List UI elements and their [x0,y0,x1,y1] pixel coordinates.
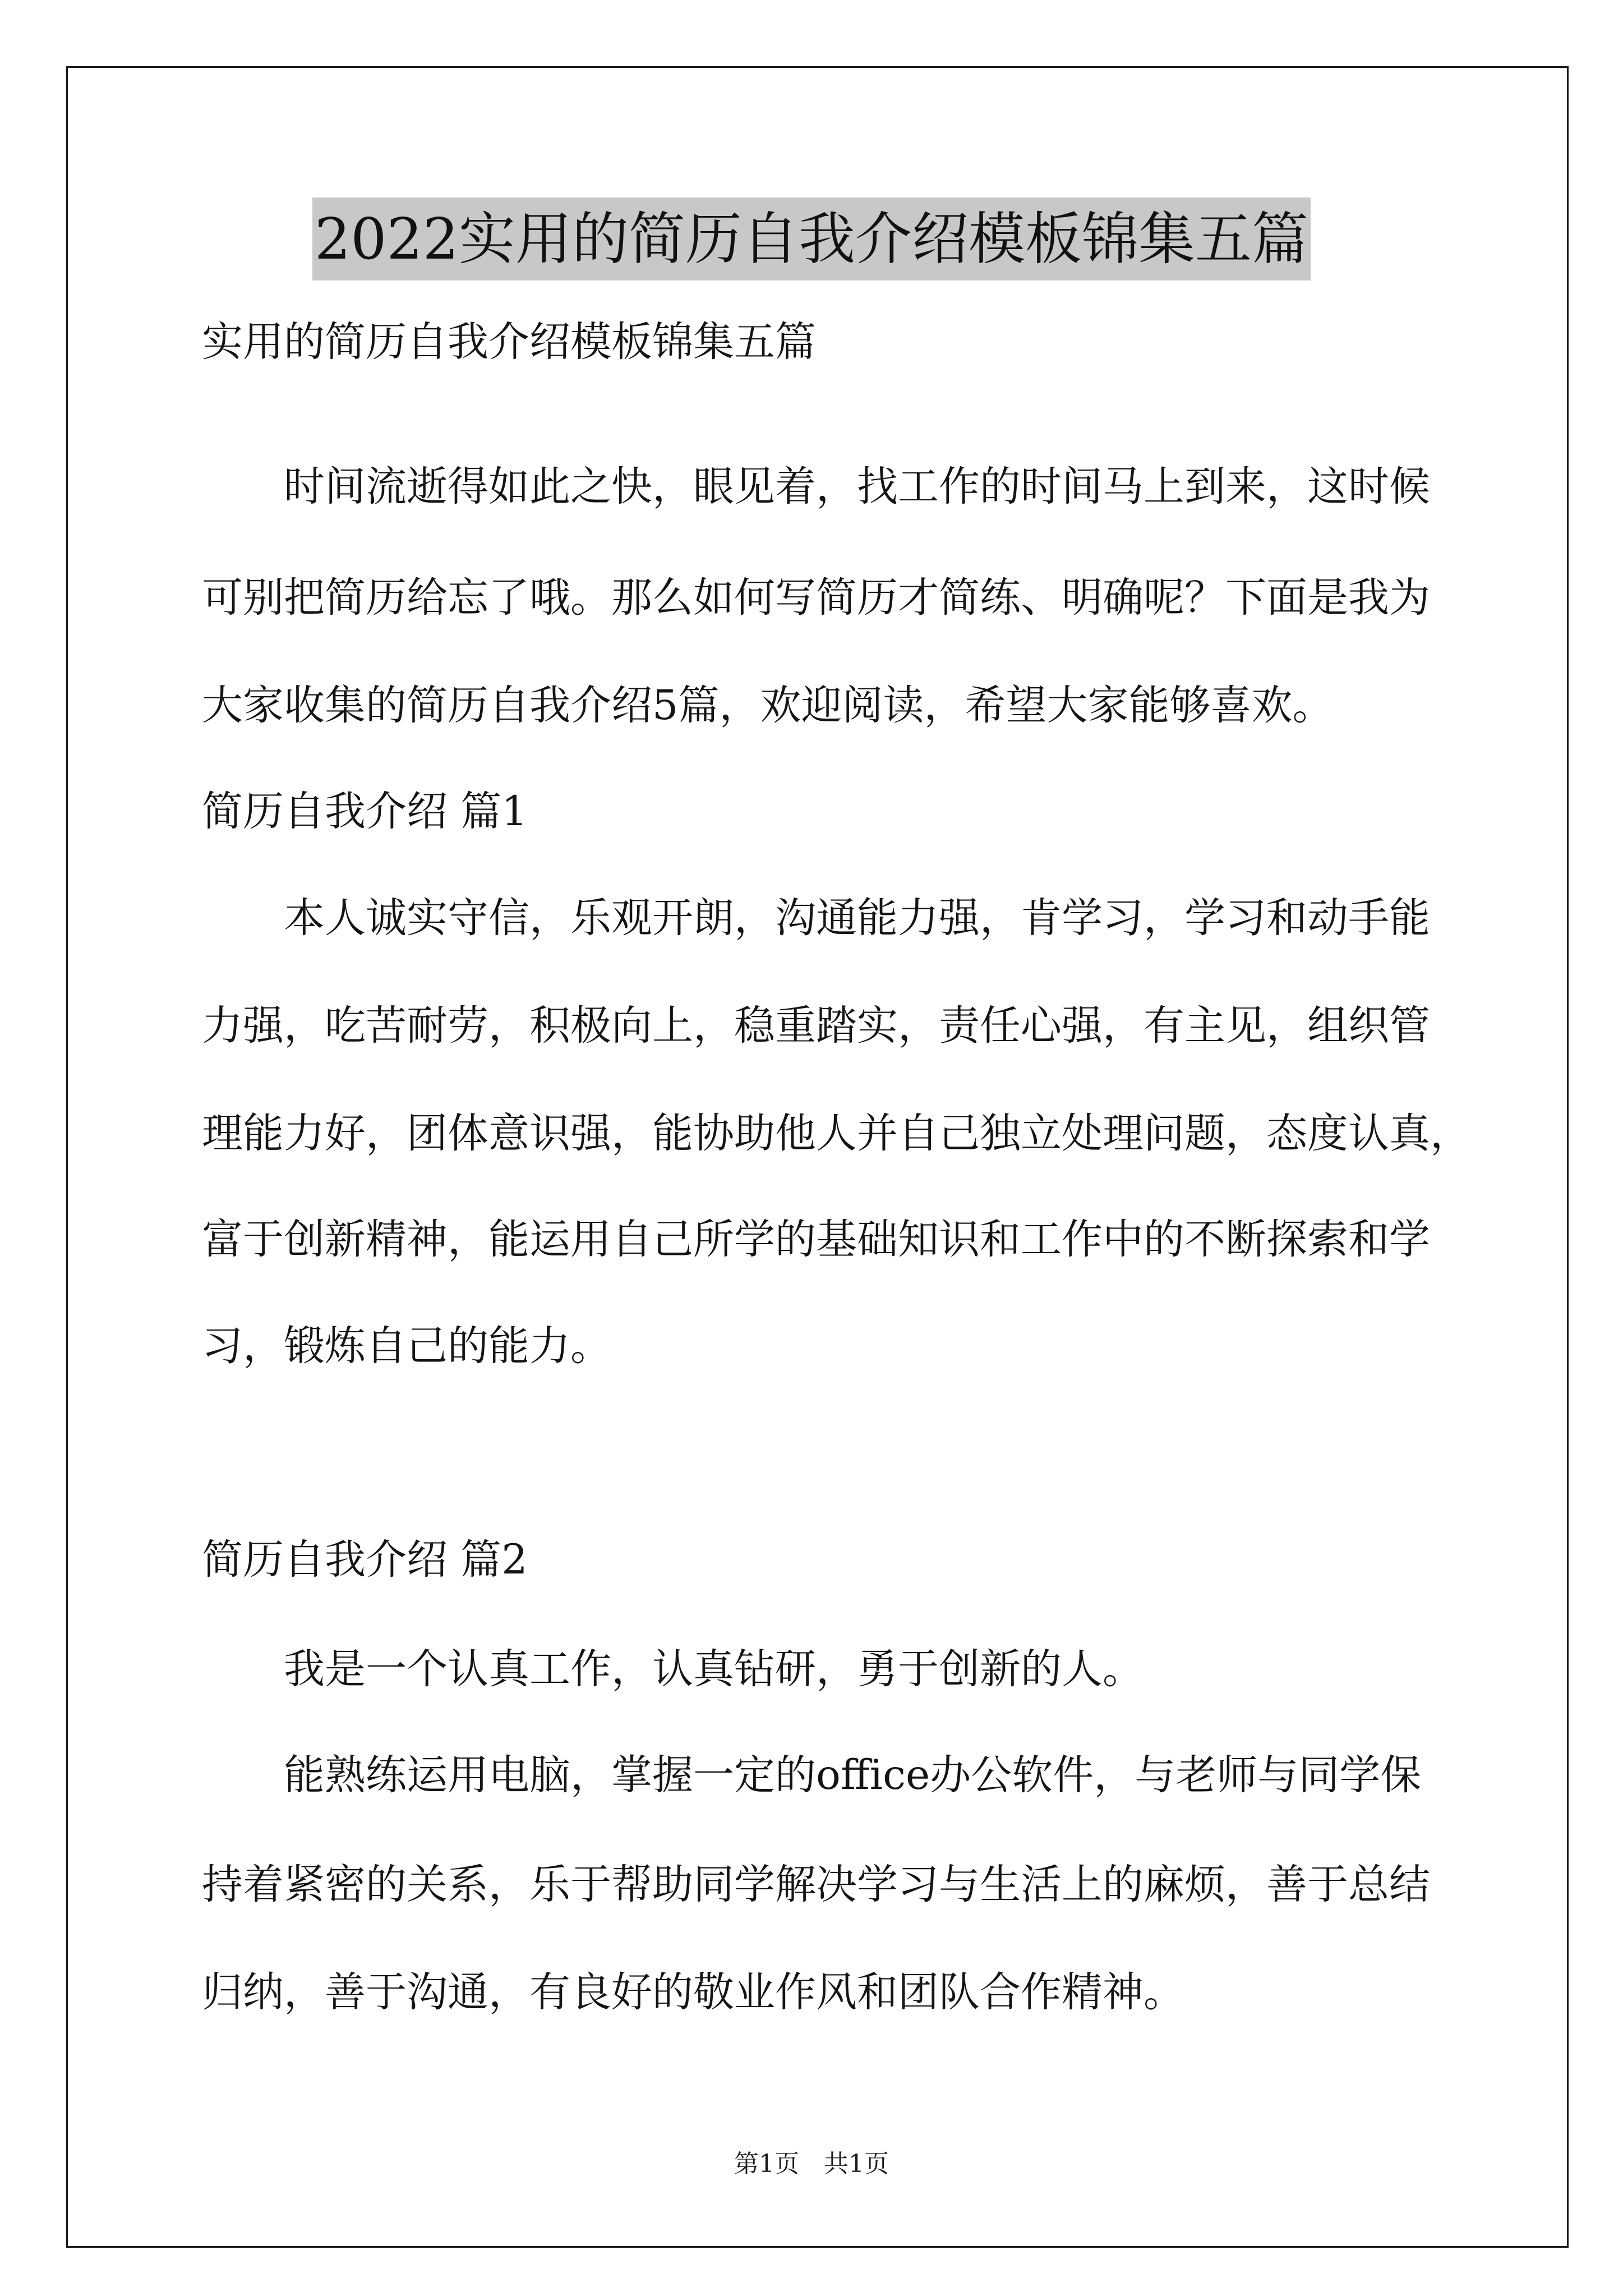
paragraph-line: 力强，吃苦耐劳，积极向上，稳重踏实，责任心强，有主见，组织管 [202,1002,1430,1050]
page-title: 2022实用的简历自我介绍模板锦集五篇 [312,197,1311,280]
page-footer: 第1页 共1页 [734,2150,889,2178]
paragraph-line: 本人诚实守信，乐观开朗，沟通能力强，肯学习，学习和动手能 [284,894,1430,942]
paragraph-line: 持着紧密的关系，乐于帮助同学解决学习与生活上的麻烦，善于总结 [202,1861,1430,1908]
paragraph-line: 富于创新精神，能运用自己所学的基础知识和工作中的不断探索和学 [202,1216,1430,1263]
intro-line: 大家收集的简历自我介绍5篇，欢迎阅读，希望大家能够喜欢。 [202,682,1334,729]
section-heading: 简历自我介绍 篇1 [202,788,528,835]
paragraph-line: 归纳，善于沟通，有良好的敬业作风和团队合作精神。 [202,1968,1184,2016]
paragraph-line: 我是一个认真工作，认真钻研，勇于创新的人。 [284,1645,1144,1693]
title-container [0,197,1623,280]
section-heading: 简历自我介绍 篇2 [202,1536,528,1584]
document-subtitle: 实用的简历自我介绍模板锦集五篇 [202,318,816,366]
paragraph-line: 理能力好，团体意识强，能协助他人并自己独立处理问题，态度认真， [202,1110,1471,1157]
intro-line: 可别把简历给忘了哦。那么如何写简历才简练、明确呢？下面是我为 [202,574,1430,622]
paragraph-line: 能熟练运用电脑，掌握一定的office办公软件，与老师与同学保 [284,1751,1422,1799]
paragraph-line: 习，锻炼自己的能力。 [202,1322,611,1370]
intro-line: 时间流逝得如此之快，眼见着，找工作的时间马上到来，这时候 [284,463,1430,510]
